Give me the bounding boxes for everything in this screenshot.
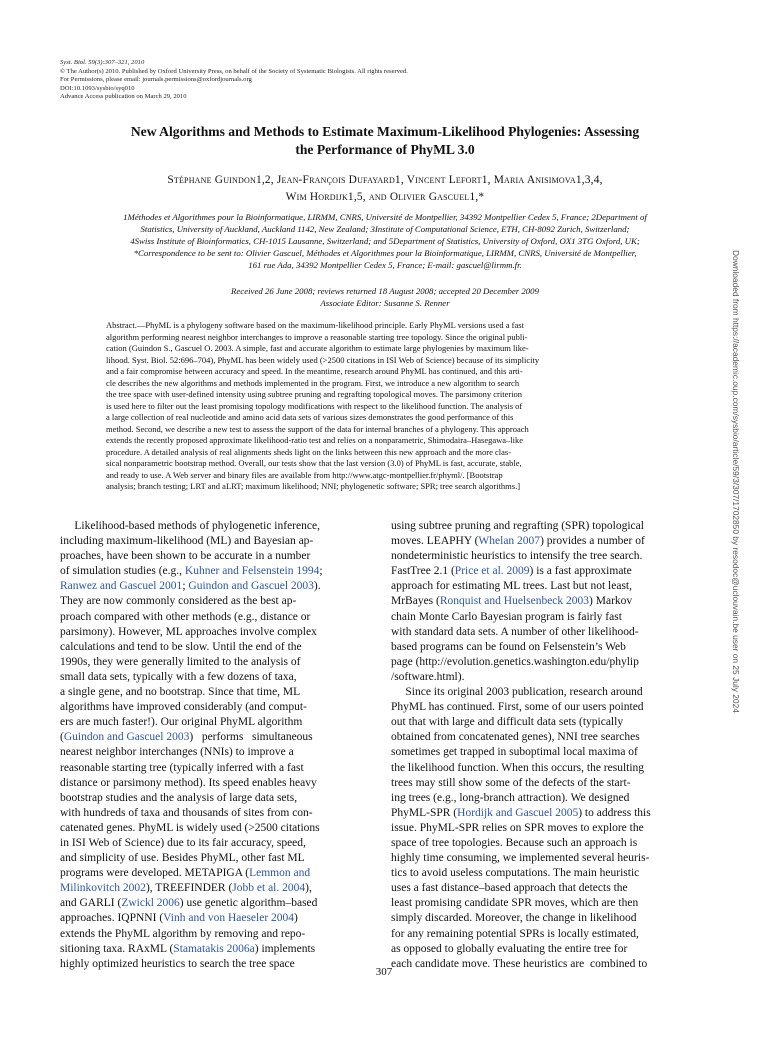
text-line [391, 670, 709, 685]
citation-link[interactable]: Whelan 2007 [478, 535, 541, 548]
body-text: a single gene, and no bootstrap. Since that time, ML [60, 686, 301, 699]
header-permissions: For Permissions, please email: journals.permissions@oxfordjournals.org [60, 76, 252, 84]
journal-header [60, 59, 620, 102]
abstract-line: and ready to use. A Web server and binary files are available from http://www.atgc-montpellier.fr/phyml/. [Bootstrap [106, 469, 503, 480]
citation-link[interactable]: Milinkovitch 2002 [60, 882, 146, 895]
text-line [60, 896, 378, 911]
body-text: ers are much faster!). Our original PhyML algorithm [60, 716, 303, 729]
text-line [60, 655, 378, 670]
text-line [60, 519, 378, 534]
text-line [391, 700, 709, 715]
text-line [391, 896, 709, 911]
body-text: approach for estimating ML trees. Last but not least, [391, 580, 633, 593]
body-text: ) [294, 912, 298, 925]
citation-link[interactable]: Guindon and Gascuel 2003 [63, 731, 190, 744]
text-line [391, 791, 709, 806]
body-text: ( [60, 731, 64, 744]
text-line [391, 957, 709, 972]
body-text: ) use genetic algorithm–based [179, 897, 318, 910]
body-text: page (http://evolution.genetics.washington.edu/phylip [391, 655, 639, 668]
body-text: ) provides a number of [540, 535, 645, 548]
body-text: ). [313, 580, 321, 593]
abstract-line: a large collection of real nucleotide and amino acid data sets of various sizes demonstrates the good performance of this [106, 412, 514, 422]
body-text: PhyML has continued. First, some of our users pointed [391, 701, 644, 714]
text-line [391, 655, 709, 670]
download-sidebar [724, 250, 748, 1050]
text-line [391, 881, 709, 896]
body-text: using subtree pruning and regrafting (SPR) topological [391, 520, 644, 532]
text-line [391, 549, 709, 564]
header-advance-access: Advance Access publication on March 29, 2010 [60, 93, 187, 101]
abstract-line: procedure. A detailed analysis of real alignments sheds light on the links between this new approach and the more clas- [106, 446, 512, 457]
body-column-right [391, 519, 709, 972]
text-line [60, 715, 378, 730]
body-text: in ISI Web of Science) due to its fair accuracy, speed, [60, 836, 306, 849]
body-text: distance or parsimony method). Its speed enables heavy [60, 776, 317, 789]
text-line [391, 685, 709, 700]
body-text: ), [305, 882, 312, 895]
abstract-line: method. Second, we describe a new test to assess the support of the data for internal branches of a phylogeny. This approach [106, 423, 529, 434]
citation-link[interactable]: Zwickl 2006 [121, 897, 180, 910]
body-text: programs were developed. METAPIGA ( [60, 867, 250, 880]
body-text: simply discarded. Moreover, the change in likelihood [391, 912, 637, 925]
affiliation-line: Statistics, University of Auckland, Auckland 1142, New Zealand; 3Institute of Computational Science, ETH, CH-8092 Zurich, Switzerland; [140, 224, 630, 235]
text-line [60, 594, 378, 609]
text-line [60, 685, 378, 700]
body-text: out that with large and difficult data sets (typically [391, 716, 624, 729]
text-line [60, 564, 378, 579]
body-text: including maximum-likelihood (ML) and Bayesian ap- [60, 535, 314, 548]
affiliation-line: 161 rue Ada, 34392 Montpellier Cedex 5, France; E-mail: gascuel@lirmm.fr. [248, 260, 522, 271]
body-text: issue. PhyML-SPR relies on SPR moves to explore the [391, 821, 644, 834]
body-text: the likelihood function. When this occurs, the resulting [391, 761, 645, 774]
header-citation: Syst. Biol. 59(3):307–321, 2010 [60, 59, 145, 66]
body-text: ) Markov [589, 595, 633, 608]
text-line [391, 911, 709, 926]
citation-link[interactable]: Vinh and von Haeseler 2004 [163, 912, 295, 925]
body-text: trees may still show some of the defects of the start- [391, 776, 631, 789]
citation-link[interactable]: Guindon and Gascuel 2003 [188, 580, 314, 593]
body-text: PhyML-SPR ( [391, 806, 458, 819]
citation-link[interactable]: Jobb et al. 2004 [232, 882, 306, 895]
body-text: nondeterministic heuristics to intensify the tree search. [391, 550, 643, 563]
abstract [106, 320, 666, 493]
body-text: highly time consuming, we implemented several heuris- [391, 852, 650, 865]
body-text: ) is a fast approximate [529, 565, 632, 578]
citation-link[interactable]: Hordijk and Gascuel 2005 [457, 806, 579, 819]
abstract-line: lihood. Syst. Biol. 52:696–704), PhyML has been widely used (>2500 citations in ISI Web of Science) because of its simplicity [106, 354, 540, 365]
received-dates: Received 26 June 2008; reviews returned 18 August 2008; accepted 20 December 2009 [231, 286, 539, 296]
text-line [60, 791, 378, 806]
text-line [60, 866, 378, 881]
text-line [391, 519, 709, 534]
text-line [60, 851, 378, 866]
body-text: bootstrap studies and the analysis of large data sets, [60, 791, 298, 804]
abstract-line: cation (Guindon S., Gascuel O. 2003. A simple, fast and accurate algorithm to estimate large phylogenies by maximum like- [106, 343, 529, 353]
body-text: obtained from concatenated genes), NNI tree searches [391, 731, 640, 744]
body-text: algorithms have improved considerably (and comput- [60, 701, 307, 714]
text-line [391, 836, 709, 851]
text-line [60, 821, 378, 836]
text-line [391, 866, 709, 881]
body-text: extends the PhyML algorithm by removing and repo- [60, 927, 306, 940]
title-line-2: the Performance of PhyML 3.0 [295, 142, 475, 157]
text-line [60, 730, 378, 745]
text-line [391, 942, 709, 957]
text-line [391, 594, 709, 609]
body-text: with hundreds of taxa and thousands of sites from con- [60, 806, 313, 819]
text-line [391, 761, 709, 776]
body-text: nearest neighbor interchanges (NNIs) to improve a [60, 746, 294, 759]
body-text: of simulation studies (e.g., [60, 565, 185, 578]
citation-link[interactable]: Ranwez and Gascuel 2001 [60, 580, 183, 593]
body-text: ) to address this [578, 806, 651, 819]
abstract-line: extends the recently proposed approximate likelihood-ratio test and relies on a nonparametric, Shimodaira–Hasegawa–like [106, 435, 524, 445]
body-text: chain Monte Carlo Bayesian program is fairly fast [391, 610, 622, 623]
text-line [60, 836, 378, 851]
body-text: ) performs simultaneous [189, 731, 313, 744]
abstract-line: is used here to filter out the least promising topology modifications with respect to the likelihood function. The analysis of [106, 400, 523, 411]
text-line [60, 927, 378, 942]
text-line [60, 761, 378, 776]
body-text: sitioning taxa. RAxML ( [60, 942, 174, 955]
text-line [60, 534, 378, 549]
affiliation-line: 1Méthodes et Algorithmes pour la Bioinformatique, LIRMM, CNRS, Université de Montpellier, 34392 Montpellier Cedex 5, France; 2Department of [123, 212, 647, 222]
abstract-line: algorithm performing nearest neighbor interchanges to improve a reasonable starting tree topology. Since the original publi- [106, 331, 528, 342]
text-line [391, 821, 709, 836]
body-text: catenated genes. PhyML is widely used (>2500 citations [60, 821, 320, 834]
text-line [60, 640, 378, 655]
body-text: small data sets, typically with a few dozens of taxa, [60, 670, 297, 683]
body-text: proach compared with other methods (e.g., distance or [60, 610, 311, 623]
body-column-left [60, 519, 378, 972]
text-line [391, 625, 709, 640]
body-text: ; [182, 580, 189, 593]
affiliation-line: *Correspondence to be sent to: Olivier Gascuel, Méthodes et Algorithmes pour la Bioinformatique, LIRMM, CNRS, Université de Montpellier, [133, 248, 637, 259]
body-text: each candidate move. These heuristics are combined to [391, 957, 648, 970]
body-text: FastTree 2.1 ( [391, 565, 455, 578]
author-list [62, 172, 708, 206]
associate-editor: Associate Editor: Susanne S. Renner [320, 298, 450, 308]
body-text: ; [319, 565, 323, 578]
body-text: ) implements [254, 942, 316, 955]
text-line [391, 927, 709, 942]
text-line [60, 579, 378, 594]
authors-line-1: Stéphane Guindon1,2, Jean-François Dufayard1, Vincent Lefort1, Maria Anisimova1,3,4, [167, 174, 603, 186]
body-text: They are now commonly considered as the best ap- [60, 595, 297, 608]
header-doi: DOI:10.1093/sysbio/syq010 [60, 84, 135, 92]
body-text: Likelihood-based methods of phylogenetic inference, [60, 520, 320, 532]
text-line [391, 640, 709, 655]
affiliations [66, 211, 704, 271]
citation-link[interactable]: Kuhner and Felsenstein 1994 [184, 565, 320, 578]
text-line [391, 776, 709, 791]
body-text: uses a fast distance–based approach that detects the [391, 882, 628, 895]
body-text: Since its original 2003 publication, research around [391, 686, 643, 699]
text-line [60, 957, 378, 972]
text-line [60, 700, 378, 715]
text-line [391, 730, 709, 745]
page-number: 307 [375, 966, 393, 978]
text-line [391, 806, 709, 821]
authors-line-2: Wim Hordijk1,5, and Olivier Gascuel1,* [285, 191, 485, 203]
text-line [391, 851, 709, 866]
abstract-line: analysis; branch testing; LRT and aLRT; maximum likelihood; NNI; phylogenetic software; SPR; tree search algorithms.] [106, 481, 521, 491]
text-line [391, 564, 709, 579]
header-copyright: © The Author(s) 2010. Published by Oxford University Press, on behalf of the Society of Systematic Biologists. All rights reserved. [60, 67, 408, 75]
citation-link[interactable]: Stamatakis 2006a [173, 942, 255, 955]
body-text: for any remaining potential SPRs is locally estimated, [391, 927, 639, 940]
body-text: reasonable starting tree (typically inferred with a fast [60, 761, 304, 774]
body-text: moves. LEAPHY ( [391, 535, 479, 548]
body-text: calculations and tend to be slow. Until the end of the [60, 640, 302, 653]
text-line [60, 549, 378, 564]
text-line [60, 911, 378, 926]
body-text: and simplicity of use. Besides PhyML, other fast ML [60, 852, 305, 865]
body-text: MrBayes ( [391, 595, 440, 608]
citation-link[interactable]: Price et al. 2009 [454, 565, 530, 578]
body-text: sometimes get trapped in suboptimal local maxima of [391, 746, 638, 759]
citation-link[interactable]: Lemmon and [249, 867, 311, 880]
body-text: highly optimized heuristics to search the tree space [60, 957, 295, 970]
body-text: and GARLI ( [60, 897, 122, 910]
text-line [391, 579, 709, 594]
text-line [60, 625, 378, 640]
abstract-line: cle describes the new algorithms and methods implemented in the program. First, we introduce a new algorithm to search [106, 377, 520, 388]
abstract-line: the tree space with user-defined intensity using subtree pruning and regrafting topological moves. The parsimony criterion [106, 389, 523, 399]
text-line [391, 534, 709, 549]
abstract-line: and a fair compromise between accuracy and speed. In the meantime, research around PhyML has continued, and this arti- [106, 366, 523, 376]
citation-link[interactable]: Ronquist and Huelsenbeck 2003 [439, 595, 590, 608]
text-line [391, 715, 709, 730]
body-text: with standard data sets. A number of other likelihood- [391, 625, 639, 638]
text-line [60, 806, 378, 821]
body-text: ing trees (e.g., long-branch attraction). We designed [391, 791, 630, 804]
text-line [60, 942, 378, 957]
submission-dates [62, 285, 708, 309]
abstract-line: Abstract.—PhyML is a phylogeny software based on the maximum-likelihood principle. Early PhyML versions used a fast [106, 320, 524, 330]
affiliation-line: 4Swiss Institute of Bioinformatics, CH-1015 Lausanne, Switzerland; and 5Department of Statistics, University of Oxford, OX1 3TG Oxford, UK; [130, 236, 640, 247]
text-line [60, 610, 378, 625]
body-text: ), TREEFINDER ( [145, 882, 233, 895]
download-notice: Downloaded from https://academic.oup.com/sysbio/article/59/3/307/1702850 by resodoc@uclouvain.be user on 25 July 2024 [731, 250, 741, 713]
body-text: least promising candidate SPR moves, which are then [391, 897, 639, 910]
text-line [60, 745, 378, 760]
title-line-1: New Algorithms and Methods to Estimate Maximum-Likelihood Phylogenies: Assessing [130, 124, 640, 139]
body-text: /software.html). [391, 670, 465, 683]
body-text: proaches, have been shown to be accurate in a number [60, 550, 311, 563]
body-text: as opposed to globally evaluating the entire tree for [391, 942, 628, 955]
body-text: 1990s, they were generally limited to the analysis of [60, 655, 301, 668]
text-line [391, 610, 709, 625]
body-text: parsimony). However, ML approaches involve complex [60, 625, 317, 638]
abstract-line: sical nonparametric bootstrap method. Overall, our tests show that the last version (3.0) of PhyML is fast, accurate, stable, [106, 458, 522, 468]
text-line [60, 776, 378, 791]
body-text: approaches. IQPNNI ( [60, 912, 164, 925]
body-text: tics to avoid useless computations. The main heuristic [391, 867, 640, 880]
body-text: based programs can be found on Felsenstein’s Web [391, 640, 626, 653]
text-line [60, 670, 378, 685]
article-title [62, 123, 708, 159]
text-line [391, 745, 709, 760]
body-text: space of tree topologies. Because such an approach is [391, 836, 638, 849]
text-line [60, 881, 378, 896]
